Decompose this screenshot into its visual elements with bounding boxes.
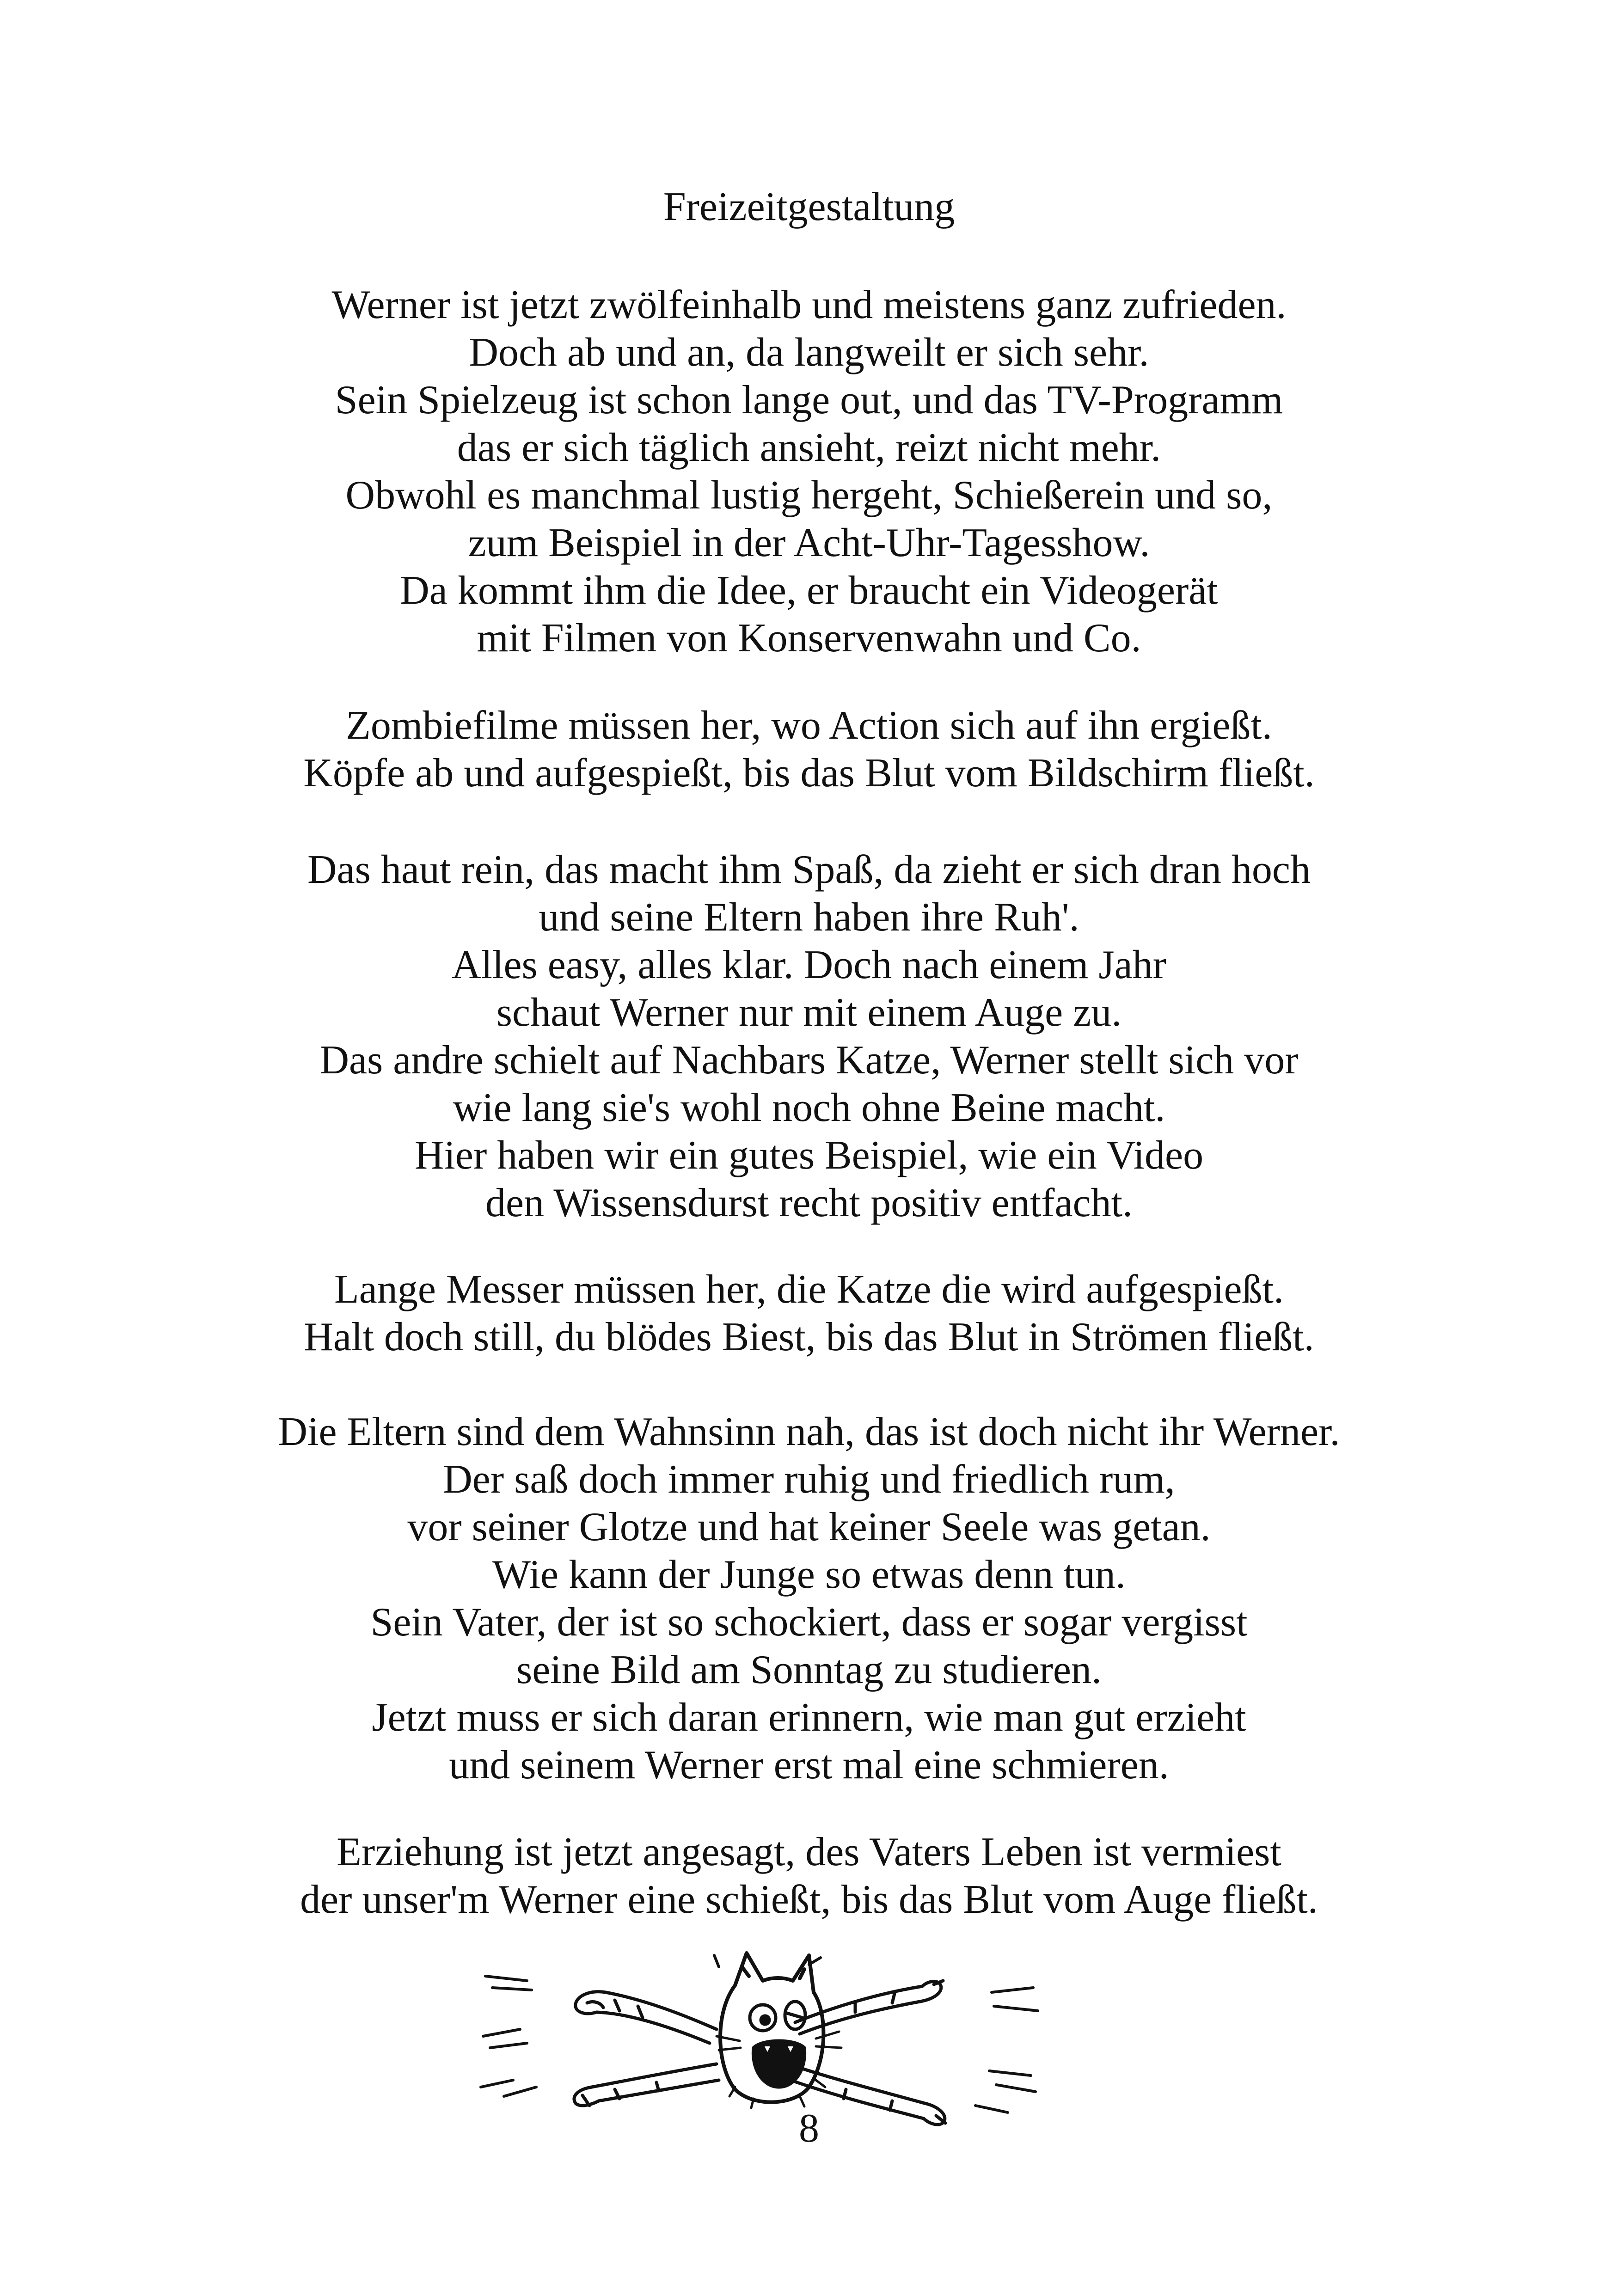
page-number: 8 — [799, 2106, 819, 2151]
poem-line: seine Bild am Sonntag zu studieren. — [516, 1647, 1102, 1692]
poem-line: Das haut rein, das macht ihm Spaß, da zieht er sich dran hoch — [307, 847, 1311, 892]
poem-line: Die Eltern sind dem Wahnsinn nah, das ist doch nicht ihr Werner. — [278, 1409, 1340, 1454]
poem-line: schaut Werner nur mit einem Auge zu. — [496, 990, 1122, 1035]
poem-line: den Wissensdurst recht positiv entfacht. — [485, 1181, 1133, 1225]
poem-line: Lange Messer müssen her, die Katze die wird aufgespießt. — [334, 1267, 1284, 1312]
poem-title: Freizeitgestaltung — [663, 184, 955, 229]
poem-line: Halt doch still, du blödes Biest, bis das Blut in Strömen fließt. — [304, 1315, 1314, 1359]
poem-line: der unser'm Werner eine schießt, bis das Blut vom Auge fließt. — [300, 1877, 1318, 1922]
stanza-3 — [0, 846, 1618, 1227]
poem-line: Da kommt ihm die Idee, er braucht ein Videogerät — [400, 568, 1218, 613]
poem-line: Sein Vater, der ist so schockiert, dass er sogar vergisst — [370, 1600, 1248, 1645]
poem-line: Zombiefilme müssen her, wo Action sich auf ihn ergießt. — [346, 703, 1272, 748]
stanza-2 — [0, 702, 1618, 797]
stanza-6 — [0, 1828, 1618, 1923]
poem-line: Das andre schielt auf Nachbars Katze, Werner stellt sich vor — [319, 1038, 1299, 1083]
poem-line: Wie kann der Junge so etwas denn tun. — [492, 1552, 1126, 1597]
cat-mouth-icon — [753, 2041, 804, 2087]
stanza-5 — [0, 1408, 1618, 1789]
poem-line: vor seiner Glotze und hat keiner Seele was getan. — [407, 1505, 1211, 1549]
poem-line: das er sich täglich ansieht, reizt nicht mehr. — [457, 425, 1161, 470]
poem-line: Werner ist jetzt zwölfeinhalb und meistens ganz zufrieden. — [331, 282, 1287, 327]
poem-line: Doch ab und an, da langweilt er sich sehr. — [469, 330, 1149, 375]
poem-line: zum Beispiel in der Acht-Uhr-Tagesshow. — [468, 520, 1150, 565]
cat-leg-upper-left-icon — [576, 1992, 717, 2043]
stanza-1 — [0, 281, 1618, 662]
motion-lines-left-icon — [481, 1976, 536, 2096]
poem-line: wie lang sie's wohl noch ohne Beine macht. — [453, 1085, 1165, 1130]
poem-line: Erziehung ist jetzt angesagt, des Vaters Leben ist vermiest — [337, 1830, 1281, 1874]
poem-line: und seine Eltern haben ihre Ruh'. — [539, 895, 1079, 940]
stanza-4 — [0, 1266, 1618, 1361]
poem-line: Obwohl es manchmal lustig hergeht, Schießerein und so, — [345, 473, 1273, 518]
poem-line: Alles easy, alles klar. Doch nach einem Jahr — [452, 943, 1166, 987]
cat-eyes-icon — [750, 2002, 805, 2031]
poem-line: Köpfe ab und aufgespießt, bis das Blut vom Bildschirm fließt. — [303, 751, 1315, 796]
poem-line: und seinem Werner erst mal eine schmieren. — [449, 1743, 1169, 1788]
poem-line: Jetzt muss er sich daran erinnern, wie man gut erzieht — [372, 1695, 1246, 1740]
cat-leg-upper-right-icon — [795, 1981, 943, 2034]
poem-line: Hier haben wir ein gutes Beispiel, wie ein Video — [414, 1133, 1204, 1178]
poem-line: Sein Spielzeug ist schon lange out, und das TV-Programm — [335, 378, 1283, 422]
cat-leg-lower-left-icon — [574, 2064, 719, 2106]
poem-line: Der saß doch immer ruhig und friedlich rum, — [443, 1457, 1175, 1502]
poem-line: mit Filmen von Konservenwahn und Co. — [477, 616, 1141, 661]
